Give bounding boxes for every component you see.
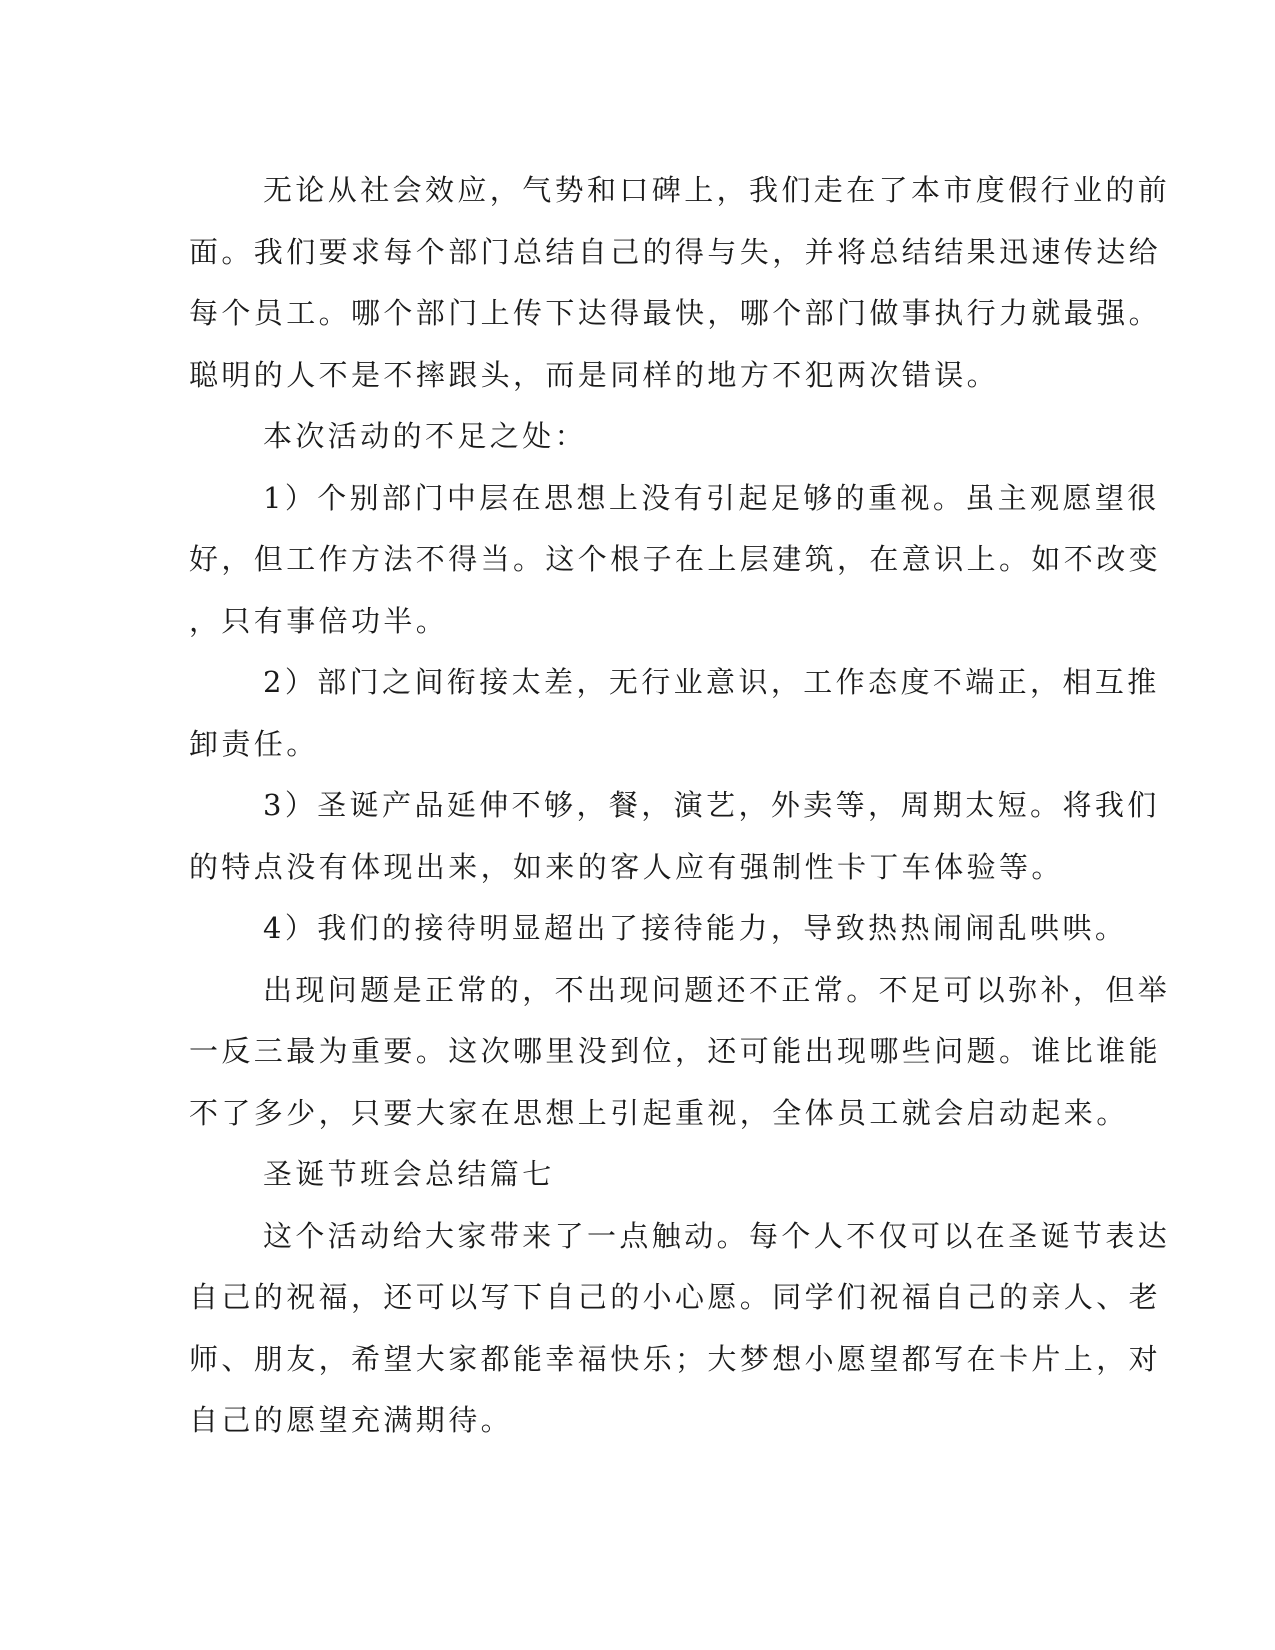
text-line: ，只有事倍功半。 [189,603,449,638]
text-line: 这个活动给大家带来了一点触动。每个人不仅可以在圣诞节表达 [263,1218,1171,1253]
text-line: 卸责任。 [189,726,319,761]
text-line: 1）个别部门中层在思想上没有引起足够的重视。虽主观愿望很 [263,480,1160,515]
text-line: 的特点没有体现出来，如来的客人应有强制性卡丁车体验等。 [189,849,1064,884]
section-heading: 本次活动的不足之处： [263,419,588,453]
document-body [189,160,1171,1452]
text-line: 面。我们要求每个部门总结自己的得与失，并将总结结果迅速传达给 [189,234,1162,269]
text-line: 不了多少，只要大家在思想上引起重视，全体员工就会启动起来。 [189,1095,1129,1130]
text-line: 4）我们的接待明显超出了接待能力，导致热热闹闹乱哄哄。 [263,911,1128,945]
text-line: 自己的愿望充满期待。 [189,1403,514,1437]
section-heading: 圣诞节班会总结篇七 [263,1157,555,1191]
text-line: 好，但工作方法不得当。这个根子在上层建筑，在意识上。如不改变 [189,542,1162,576]
text-line: 聪明的人不是不摔跟头，而是同样的地方不犯两次错误。 [189,357,1000,392]
text-line: 师、朋友，希望大家都能幸福快乐；大梦想小愿望都写在卡片上，对 [189,1341,1162,1376]
text-line: 每个员工。哪个部门上传下达得最快，哪个部门做事执行力就最强。 [189,296,1162,330]
text-line: 3）圣诞产品延伸不够，餐，演艺，外卖等，周期太短。将我们 [263,788,1160,822]
text-line: 2）部门之间衔接太差，无行业意识，工作态度不端正，相互推 [263,665,1160,699]
text-line: 自己的祝福，还可以写下自己的小心愿。同学们祝福自己的亲人、老 [189,1280,1162,1314]
text-line: 无论从社会效应，气势和口碑上，我们走在了本市度假行业的前 [263,173,1171,207]
text-line: 一反三最为重要。这次哪里没到位，还可能出现哪些问题。谁比谁能 [189,1034,1162,1068]
text-line: 出现问题是正常的，不出现问题还不正常。不足可以弥补，但举 [263,972,1171,1007]
